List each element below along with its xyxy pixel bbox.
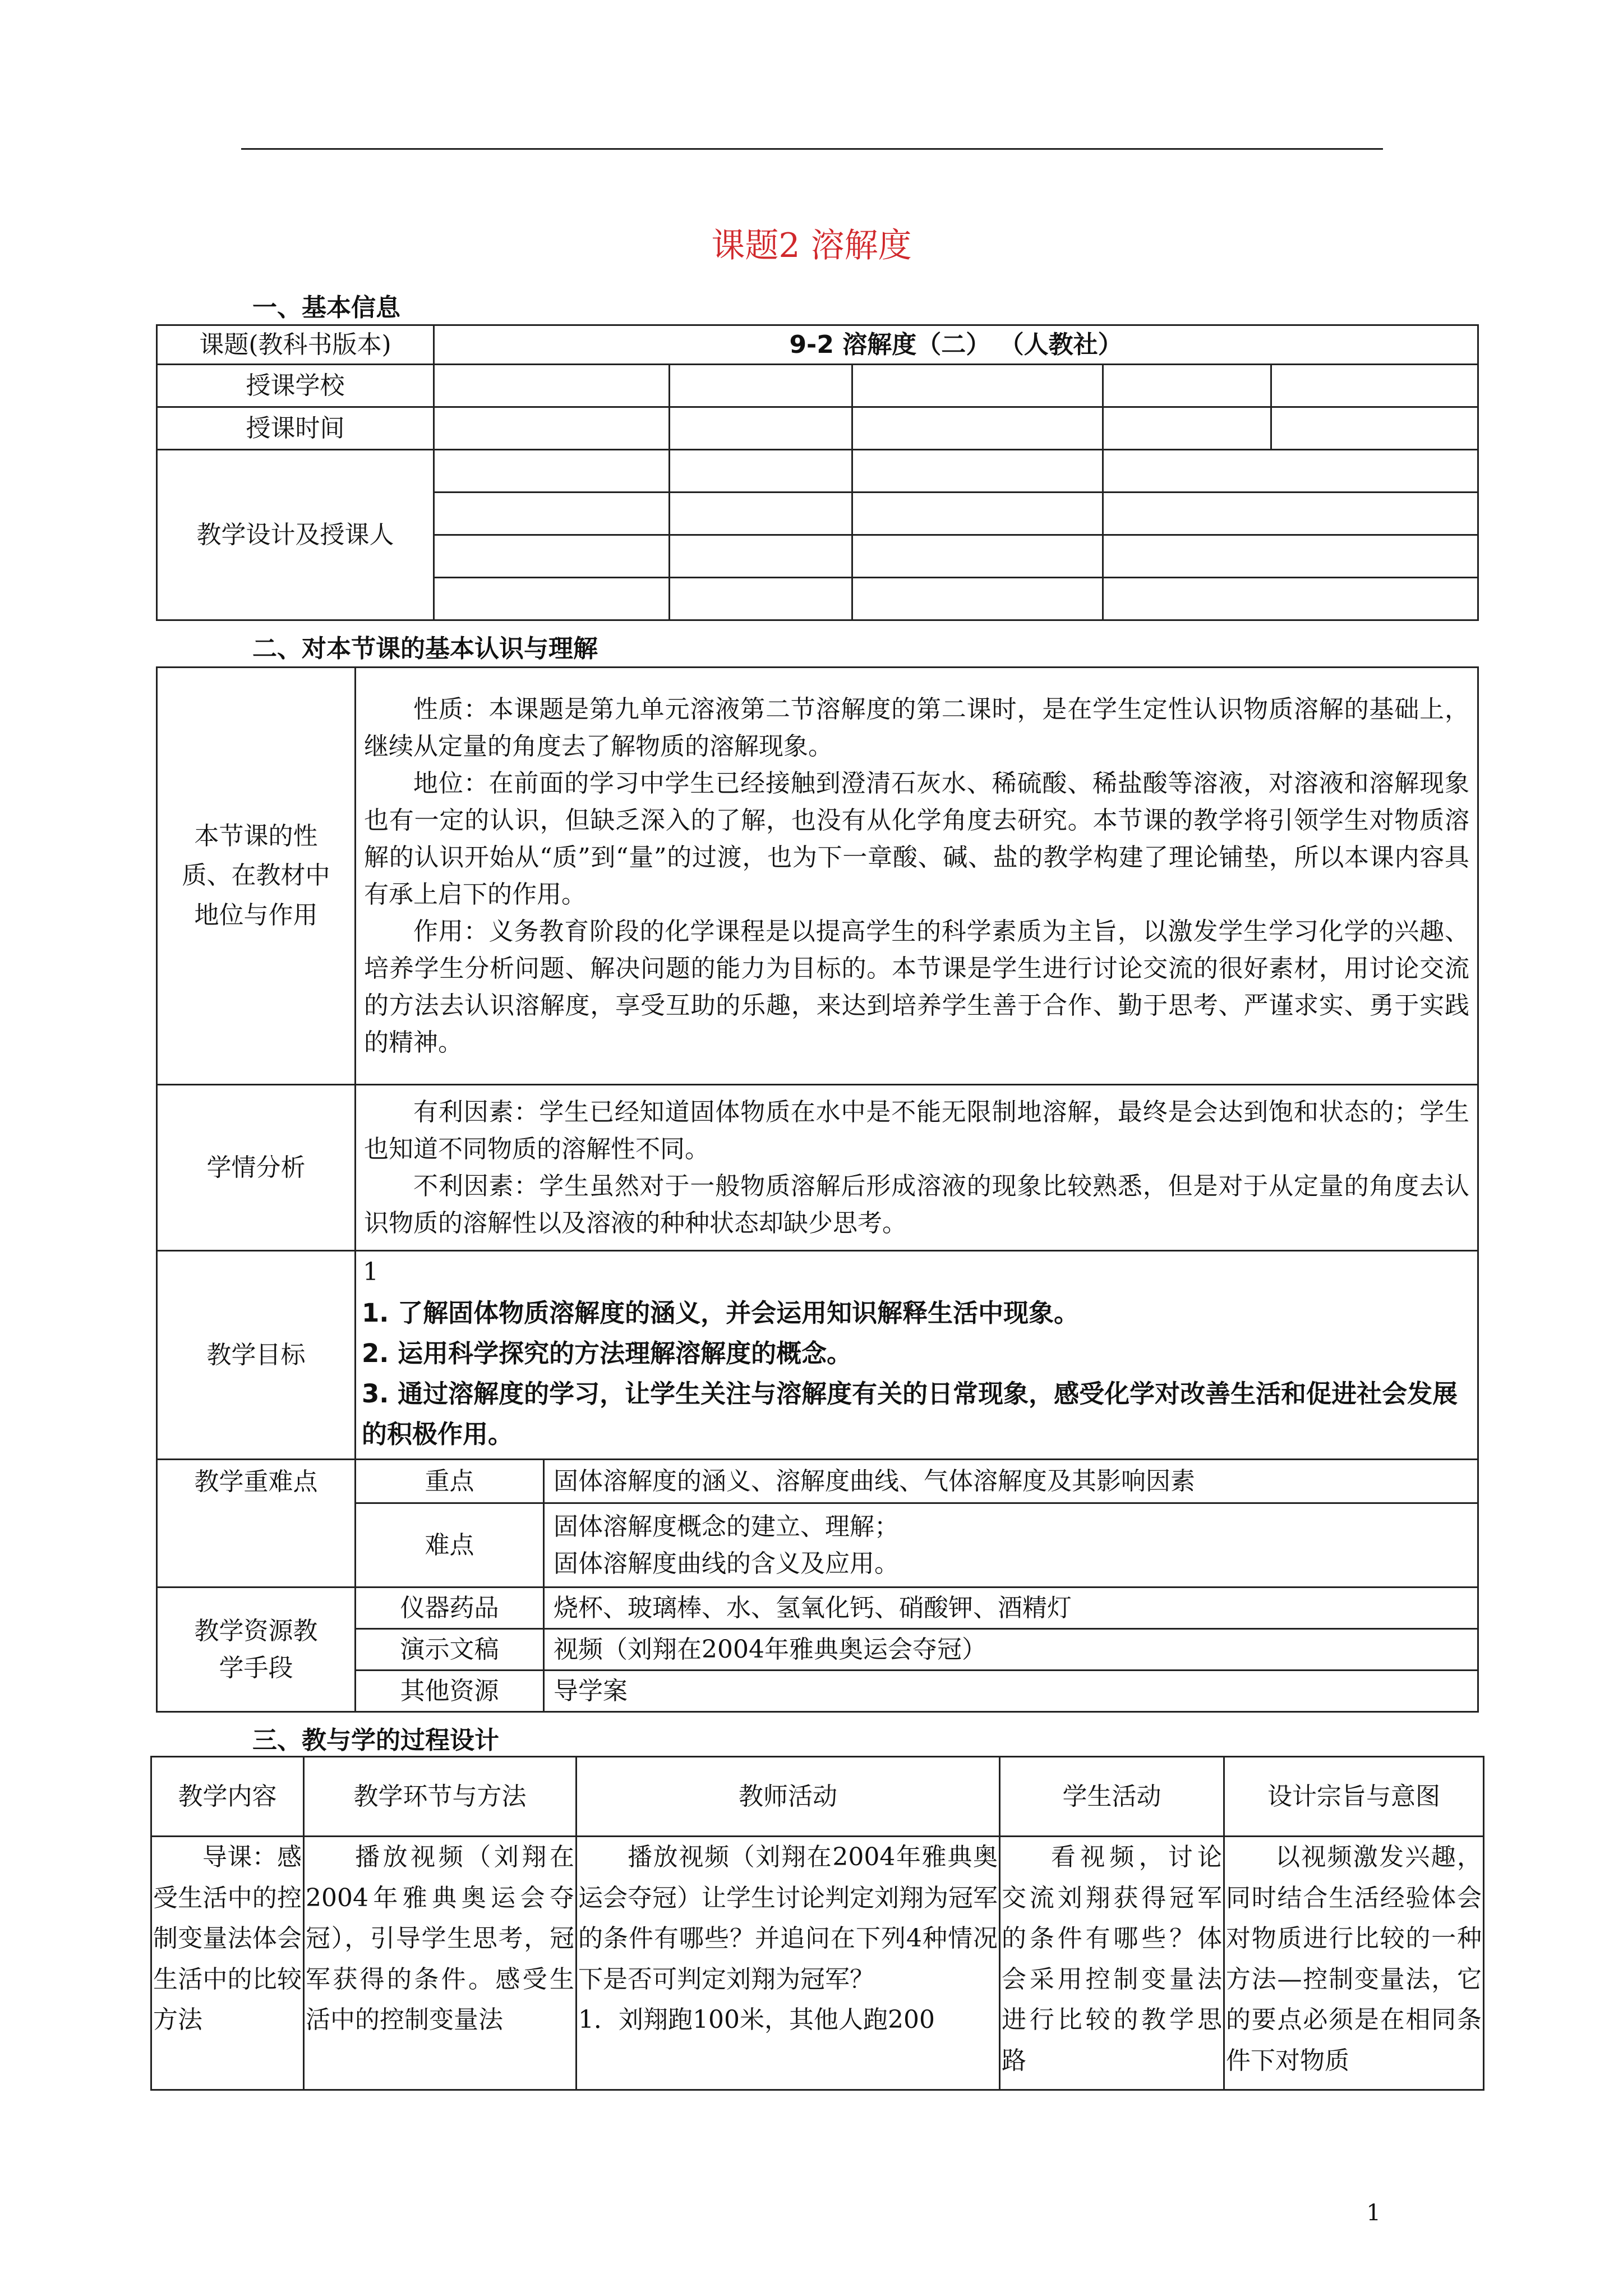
page-title: 课题2 溶解度	[711, 226, 912, 265]
difficulty-text: 固体溶解度曲线的含义及应用。	[554, 1549, 899, 1578]
designer-cell	[1103, 450, 1478, 493]
nature-label: 本节课的性质、在教材中地位与作用	[157, 668, 356, 1085]
header-student: 学生活动	[1000, 1757, 1224, 1837]
resource-text: 烧杯、玻璃棒、水、氢氧化钙、硝酸钾、酒精灯	[544, 1588, 1478, 1629]
goal-item: 1. 了解固体物质溶解度的涵义，并会运用知识解释生活中现象。	[362, 1298, 1080, 1328]
time-cell	[1271, 407, 1478, 450]
resource-text: 视频（刘翔在2004年雅典奥运会夺冠）	[544, 1629, 1478, 1671]
designer-cell	[434, 450, 670, 493]
designer-cell	[670, 450, 852, 493]
time-label: 授课时间	[157, 407, 434, 450]
designer-cell	[852, 535, 1103, 578]
process-cell-teacher-case: 1．刘翔跑100米，其他人跑200	[578, 2005, 935, 2035]
topic-label: 课题(教科书版本)	[157, 325, 434, 365]
process-cell-purpose: 以视频激发兴趣，同时结合生活经验体会对物质进行比较的一种方法—控制变量法，它的要点必须是在相同条件下对物质	[1224, 1837, 1484, 2090]
designer-cell	[852, 578, 1103, 620]
section-understanding: 二、对本节课的基本认识与理解	[252, 634, 598, 663]
goal-label: 教学目标	[157, 1251, 356, 1460]
header-teacher: 教师活动	[577, 1757, 1000, 1837]
resources-label: 教学资源教学手段	[157, 1588, 356, 1712]
time-cell	[670, 407, 852, 450]
header-purpose: 设计宗旨与意图	[1224, 1757, 1484, 1837]
analysis-label: 学情分析	[157, 1085, 356, 1251]
designer-cell	[434, 578, 670, 620]
page-number: 1	[1366, 2200, 1381, 2226]
designer-cell	[1103, 493, 1478, 535]
time-cell	[434, 407, 670, 450]
school-cell	[1103, 365, 1271, 407]
school-cell	[434, 365, 670, 407]
section-process: 三、教与学的过程设计	[252, 1726, 499, 1755]
school-label: 授课学校	[157, 365, 434, 407]
resource-text: 导学案	[544, 1671, 1478, 1712]
time-cell	[1103, 407, 1271, 450]
time-cell	[852, 407, 1103, 450]
section-basic-info: 一、基本信息	[252, 293, 400, 322]
header-method: 教学环节与方法	[304, 1757, 577, 1837]
key-point-text: 固体溶解度的涵义、溶解度曲线、气体溶解度及其影响因素	[544, 1460, 1478, 1503]
designer-cell	[1103, 535, 1478, 578]
designer-cell	[1103, 578, 1478, 620]
role-paragraph: 作用：义务教育阶段的化学课程是以提高学生的科学素质为主旨，以激发学生学习化学的兴趣、培养学生分析问题、解决问题的能力为目标的。本节课是学生进行讨论交流的很好素材，用讨论交流的方法去认识溶解度，享受互助的乐趣，来达到培养学生善于合作、勤于思考、严谨求实、勇于实践的精神。	[364, 917, 1469, 1057]
nature-paragraph: 性质：本课题是第九单元溶液第二节溶解度的第二课时，是在学生定性认识物质溶解的基础上，继续从定量的角度去了解物质的溶解现象。	[364, 694, 1469, 761]
school-cell	[670, 365, 852, 407]
header-content: 教学内容	[151, 1757, 304, 1837]
key-point-label: 重点	[356, 1460, 544, 1503]
process-cell-method: 播放视频（刘翔在2004年雅典奥运会夺冠），引导学生思考，冠军获得的条件。感受生活中的控制变量法	[304, 1837, 577, 2090]
designer-cell	[670, 535, 852, 578]
resource-type-label: 仪器药品	[356, 1588, 544, 1629]
basic-info-table	[156, 324, 1479, 621]
process-cell-content: 导课：感受生活中的控制变量法体会生活中的比较方法	[151, 1837, 304, 2090]
position-paragraph: 地位：在前面的学习中学生已经接触到澄清石灰水、稀硫酸、稀盐酸等溶液，对溶液和溶解现象也有一定的认识，但缺乏深入的了解，也没有从化学角度去研究。本节课的教学将引领学生对物质溶解的认识开始从“质”到“量”的过渡，也为下一章酸、碱、盐的教学构建了理论铺垫，所以本课内容具有承上启下的作用。	[364, 769, 1469, 909]
designer-cell	[670, 493, 852, 535]
resource-type-label: 其他资源	[356, 1671, 544, 1712]
designer-cell	[852, 450, 1103, 493]
school-cell	[852, 365, 1103, 407]
designer-label: 教学设计及授课人	[157, 450, 434, 620]
difficulty-label: 难点	[356, 1503, 544, 1588]
understanding-table	[156, 666, 1479, 1713]
advantage-paragraph: 有利因素：学生已经知道固体物质在水中是不能无限制地溶解，最终是会达到饱和状态的；学生也知道不同物质的溶解性不同。	[364, 1097, 1469, 1163]
process-table	[150, 1756, 1484, 2091]
header-rule	[241, 148, 1383, 150]
school-cell	[1271, 365, 1478, 407]
process-cell-student: 看视频，讨论交流刘翔获得冠军的条件有哪些？体会采用控制变量法进行比较的教学思路	[1000, 1837, 1224, 2090]
designer-cell	[852, 493, 1103, 535]
process-cell-teacher: 播放视频（刘翔在2004年雅典奥运会夺冠）让学生讨论判定刘翔为冠军的条件有哪些？并追问在下列4种情况下是否可判定刘翔为冠军？	[578, 1843, 998, 1994]
topic-value: 9-2 溶解度（二） （人教社）	[434, 325, 1478, 365]
designer-cell	[670, 578, 852, 620]
designer-cell	[434, 493, 670, 535]
difficulty-text: 固体溶解度概念的建立、理解；	[554, 1512, 899, 1541]
designer-cell	[434, 535, 670, 578]
resource-type-label: 演示文稿	[356, 1629, 544, 1671]
key-label: 教学重难点	[157, 1460, 356, 1588]
goal-item: 3. 通过溶解度的学习，让学生关注与溶解度有关的日常现象，感受化学对改善生活和促进社会发展的积极作用。	[362, 1379, 1458, 1449]
goal-number: 1	[363, 1258, 379, 1286]
goal-item: 2. 运用科学探究的方法理解溶解度的概念。	[362, 1338, 852, 1368]
disadvantage-paragraph: 不利因素：学生虽然对于一般物质溶解后形成溶液的现象比较熟悉，但是对于从定量的角度去认识物质的溶解性以及溶液的种种状态却缺少思考。	[364, 1171, 1469, 1237]
